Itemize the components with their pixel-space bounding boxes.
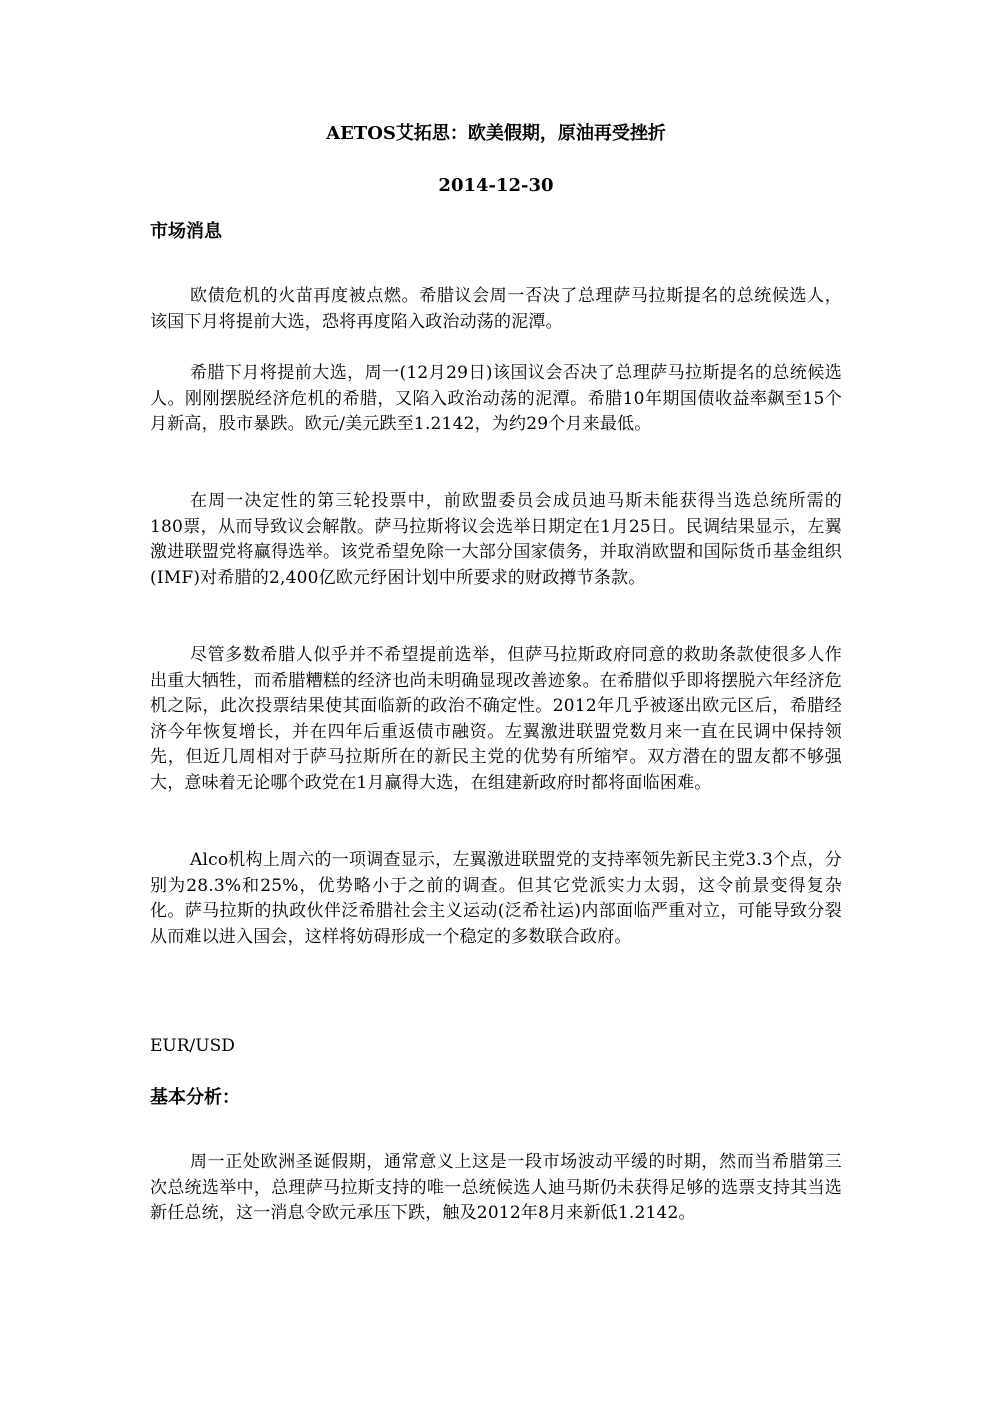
currency-pair-heading: EUR/USD: [150, 1036, 235, 1056]
document-title: AETOS艾拓思：欧美假期，原油再受挫折: [326, 123, 666, 144]
paragraph: 在周一决定性的第三轮投票中，前欧盟委员会成员迪马斯未能获得当选总统所需的180票，从而导致议会解散。萨马拉斯将议会选举日期定在1月25日。民调结果显示，左翼激进联盟党将赢得选举。该党希望免除一大部分国家债务，并取消欧盟和国际货币基金组织(IMF)对希腊的2,400亿欧元纾困计划中所要求的财政撙节条款。: [150, 491, 842, 588]
section-heading-fundamental-analysis: 基本分析：: [150, 1087, 240, 1108]
paragraph: 周一正处欧洲圣诞假期，通常意义上这是一段市场波动平缓的时期，然而当希腊第三次总统选举中，总理萨马拉斯支持的唯一总统候选人迪马斯仍未获得足够的选票支持其当选新任总统，这一消息令欧元承压下跌，触及2012年8月来新低1.2142。: [150, 1152, 842, 1224]
document-date: 2014-12-30: [438, 175, 554, 196]
section-heading-market-news: 市场消息: [150, 221, 222, 242]
paragraph: 希腊下月将提前大选，周一(12月29日)该国议会否决了总理萨马拉斯提名的总统候选人。刚刚摆脱经济危机的希腊，又陷入政治动荡的泥潭。希腊10年期国债收益率飙至15个月新高，股市暴跌。欧元/美元跌至1.2142，为约29个月来最低。: [150, 363, 842, 435]
paragraph: Alco机构上周六的一项调查显示，左翼激进联盟党的支持率领先新民主党3.3个点，分别为28.3%和25%，优势略小于之前的调查。但其它党派实力太弱，这令前景变得复杂化。萨马拉斯的执政伙伴泛希腊社会主义运动(泛希社运)内部面临严重对立，可能导致分裂从而难以进入国会，这样将妨碍形成一个稳定的多数联合政府。: [150, 850, 842, 947]
paragraph: 欧债危机的火苗再度被点燃。希腊议会周一否决了总理萨马拉斯提名的总统候选人，该国下月将提前大选，恐将再度陷入政治动荡的泥潭。: [150, 286, 842, 332]
paragraph: 尽管多数希腊人似乎并不希望提前选举，但萨马拉斯政府同意的救助条款使很多人作出重大牺牲，而希腊糟糕的经济也尚未明确显现改善迹象。在希腊似乎即将摆脱六年经济危机之际，此次投票结果使其面临新的政治不确定性。2012年几乎被逐出欧元区后，希腊经济今年恢复增长，并在四年后重返债市融资。左翼激进联盟党数月来一直在民调中保持领先，但近几周相对于萨马拉斯所在的新民主党的优势有所缩窄。双方潜在的盟友都不够强大，意味着无论哪个政党在1月赢得大选，在组建新政府时都将面临困难。: [150, 645, 842, 793]
